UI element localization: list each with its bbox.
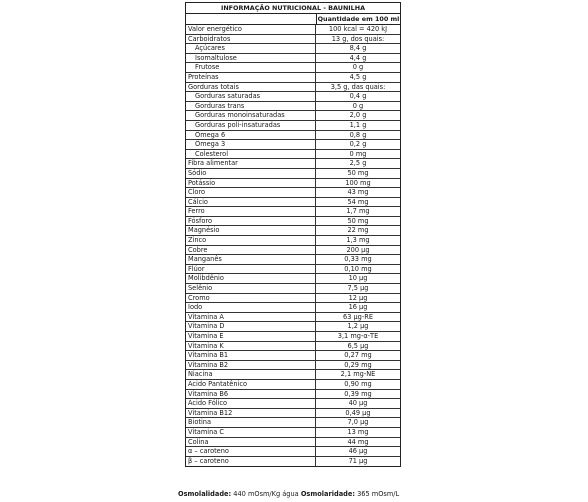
nutrient-name: Magnésio: [186, 226, 316, 235]
nutrient-name: Vitamina C: [186, 428, 316, 437]
nutrient-name: Ferro: [186, 207, 316, 216]
nutrient-name: Açúcares: [186, 44, 316, 53]
table-row: [186, 255, 400, 265]
table-row: [186, 351, 400, 361]
nutrient-name: Cobre: [186, 246, 316, 255]
nutrient-name: Valor energético: [186, 25, 316, 34]
nutrient-name: Vitamina B1: [186, 351, 316, 360]
nutrient-value: 100 mg: [345, 178, 371, 187]
table-row: [186, 428, 400, 438]
nutrient-value: 2,5 g: [349, 159, 367, 168]
nutrient-value: 6,5 µg: [347, 341, 369, 350]
nutrient-name: Cromo: [186, 294, 316, 303]
table-row: [186, 457, 400, 467]
nutrient-name: Gorduras saturadas: [186, 92, 316, 101]
table-row: [186, 332, 400, 342]
nutrient-value: 16 µg: [348, 303, 368, 312]
table-row: [186, 150, 400, 160]
nutrient-name: Sódio: [186, 169, 316, 178]
nutrient-name: Cálcio: [186, 198, 316, 207]
table-row: [186, 418, 400, 428]
nutrient-name: Flúor: [186, 265, 316, 274]
table-row: [186, 188, 400, 198]
table-row: [186, 380, 400, 390]
nutrient-name: Isomaltulose: [186, 54, 316, 63]
table-row: [186, 92, 400, 102]
nutrient-value: 4,5 g: [349, 72, 367, 81]
nutrient-value: 0 mg: [349, 149, 367, 158]
nutrient-name: Vitamina B12: [186, 409, 316, 418]
nutrient-value: 0 g: [352, 63, 364, 72]
nutrient-name: Biotina: [186, 418, 316, 427]
table-row: [186, 140, 400, 150]
nutrient-name: Vitamina D: [186, 322, 316, 331]
table-row: [186, 131, 400, 141]
table-row: [186, 447, 400, 457]
column-header: Quantidade em 100 ml: [317, 15, 400, 23]
nutrient-name: Gorduras poli-insaturadas: [186, 121, 316, 130]
nutrient-name: Ácido Fólico: [186, 399, 316, 408]
nutrient-value: 0 g: [352, 101, 364, 110]
table-row: [186, 265, 400, 275]
table-row: [186, 361, 400, 371]
nutrient-value: 22 mg: [347, 226, 369, 235]
nutrient-name: β – caroteno: [186, 457, 316, 467]
table-row: [186, 159, 400, 169]
nutrient-name: Zinco: [186, 236, 316, 245]
nutrient-value: 12 µg: [348, 293, 368, 302]
table-row: [186, 284, 400, 294]
table-row: [186, 44, 400, 54]
nutrient-value: 0,49 µg: [345, 408, 371, 417]
table-row: [186, 342, 400, 352]
nutrient-value: 8,4 g: [349, 44, 367, 53]
table-row: [186, 303, 400, 313]
nutrient-value: 0,8 g: [349, 130, 367, 139]
table-row: [186, 370, 400, 380]
nutrient-value: 7,5 µg: [347, 284, 369, 293]
table-row: [186, 169, 400, 179]
nutrient-name: Gorduras totais: [186, 83, 316, 92]
nutrient-name: Fibra alimentar: [186, 159, 316, 168]
nutrient-value: 0,4 g: [349, 92, 367, 101]
nutrient-name: Gorduras monoinsaturadas: [186, 111, 316, 120]
nutrient-value: 0,27 mg: [344, 351, 372, 360]
nutrient-value: 1,7 mg: [346, 207, 370, 216]
table-row: [186, 207, 400, 217]
table-row: [186, 236, 400, 246]
table-row: [186, 63, 400, 73]
nutrient-name: Ômega 3: [186, 140, 316, 149]
nutrient-name: Manganês: [186, 255, 316, 264]
nutrient-value: 2,0 g: [349, 111, 367, 120]
table-row: [186, 246, 400, 256]
osmolality-value: 440 mOsm/Kg água: [233, 490, 299, 498]
nutrient-name: Ácido Pantatênico: [186, 380, 316, 389]
nutrient-value: 13 g, dos quais:: [331, 34, 385, 43]
nutrient-name: Ômega 6: [186, 131, 316, 140]
table-row: [186, 390, 400, 400]
table-row: [186, 121, 400, 131]
nutrient-name: Vitamina E: [186, 332, 316, 341]
table-row: [186, 438, 400, 448]
nutrient-value: 1,1 g: [349, 120, 367, 129]
nutrient-value: 0,10 mg: [344, 264, 372, 273]
nutrient-value: 0,90 mg: [344, 379, 372, 388]
nutrient-value: 0,2 g: [349, 140, 367, 149]
nutrient-value: 0,33 mg: [344, 255, 372, 264]
nutrient-value: 200 µg: [346, 245, 370, 254]
nutrient-name: Molibdênio: [186, 274, 316, 283]
nutrient-value: 40 µg: [348, 399, 368, 408]
nutrient-value: 50 mg: [347, 168, 369, 177]
nutrient-value: 7,0 µg: [347, 418, 369, 427]
nutrient-name: Selênio: [186, 284, 316, 293]
nutrient-name: Cloro: [186, 188, 316, 197]
nutrient-value: 50 mg: [347, 216, 369, 225]
nutrient-value: 54 mg: [347, 197, 369, 206]
nutrient-value: 3,5 g, das quais:: [330, 82, 386, 91]
nutrient-name: Vitamina A: [186, 313, 316, 322]
nutrient-value: 3,1 mg-α-TE: [337, 332, 379, 340]
nutrient-name: Vitamina B2: [186, 361, 316, 370]
nutrient-name: α – caroteno: [186, 447, 316, 456]
nutrient-name: Vitamina B6: [186, 390, 316, 399]
table-row: [186, 83, 400, 93]
nutrient-value: 10 µg: [348, 274, 368, 283]
table-row: [186, 313, 400, 323]
nutrient-value: 0,29 mg: [344, 360, 372, 369]
nutrient-name: Carboidratos: [186, 35, 316, 44]
nutrient-value: 1,3 mg: [346, 236, 370, 245]
table-body: [186, 25, 400, 466]
table-row: [186, 111, 400, 121]
nutrient-name: Gorduras trans: [186, 102, 316, 111]
table-row: [186, 25, 400, 35]
table-row: [186, 322, 400, 332]
table-row: [186, 198, 400, 208]
table-row: [186, 179, 400, 189]
nutrient-value: 71 µg: [348, 456, 368, 465]
nutrient-value: 0,39 mg: [344, 389, 372, 398]
osmolarity-value: 365 mOsm/L: [357, 490, 400, 498]
table-row: [186, 102, 400, 112]
nutrient-value: 13 mg: [347, 427, 369, 436]
nutrient-name: Vitamina K: [186, 342, 316, 351]
nutrient-name: Frutose: [186, 63, 316, 72]
osmolality-footer: [178, 489, 438, 499]
nutrient-value: 1,2 µg: [347, 322, 369, 331]
table-row: [186, 399, 400, 409]
table-row: [186, 294, 400, 304]
nutrient-name: Fósforo: [186, 217, 316, 226]
nutrient-name: Potássio: [186, 179, 316, 188]
table-title: INFORMAÇÃO NUTRICIONAL - BAUNILHA: [186, 3, 400, 14]
nutrient-value: 2,1 mg-NE: [340, 370, 376, 379]
nutrient-value: 43 mg: [347, 188, 369, 197]
nutrient-value: 44 mg: [347, 437, 369, 446]
nutrient-value: 63 µg-RE: [343, 312, 373, 321]
osmolarity-label: Osmolaridade:: [300, 490, 355, 498]
nutrient-name: Colina: [186, 438, 316, 447]
nutrient-value: 4,4 g: [349, 53, 367, 62]
nutrient-name: Iodo: [186, 303, 316, 312]
table-row: [186, 226, 400, 236]
table-row: [186, 409, 400, 419]
nutrient-value: 100 kcal = 420 kJ: [328, 25, 388, 33]
nutrient-value: 46 µg: [348, 447, 368, 456]
nutrient-name: Proteínas: [186, 73, 316, 82]
table-header-row: [186, 14, 400, 25]
table-row: [186, 54, 400, 64]
nutrient-name: Colesterol: [186, 150, 316, 159]
header-empty-cell: [186, 14, 317, 24]
table-row: [186, 217, 400, 227]
table-row: [186, 274, 400, 284]
table-row: [186, 35, 400, 45]
osmolality-label: Osmolalidade:: [178, 490, 232, 498]
nutrition-table: [185, 2, 401, 467]
table-row: [186, 73, 400, 83]
nutrient-name: Niacina: [186, 370, 316, 379]
